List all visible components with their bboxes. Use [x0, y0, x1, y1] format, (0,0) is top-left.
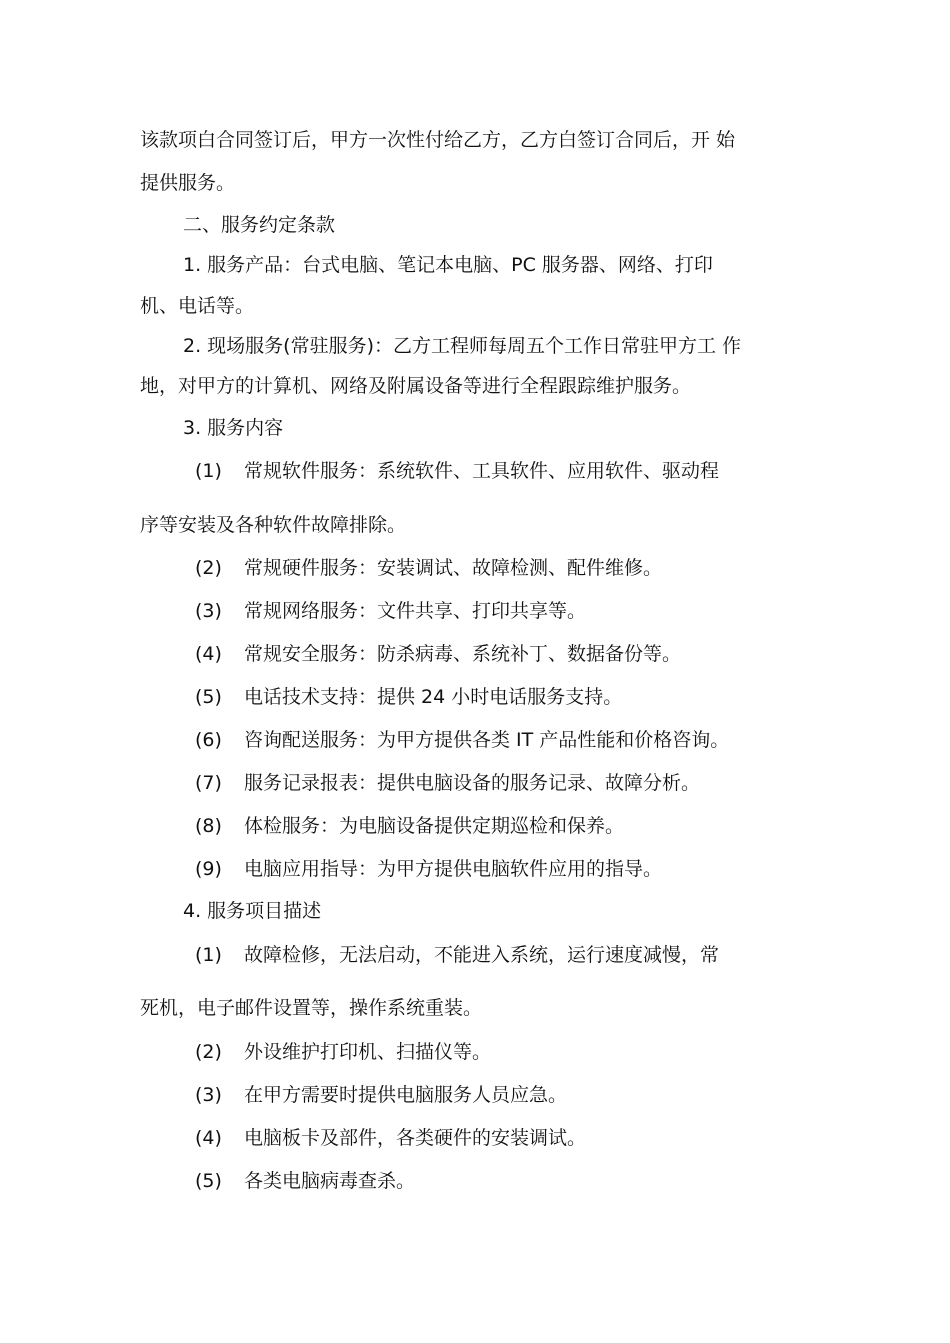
- description-item-number: (4): [195, 1127, 222, 1149]
- payment-paragraph-line-2: 提供服务。: [140, 172, 236, 194]
- service-item: [195, 814, 895, 838]
- service-item: [195, 599, 895, 623]
- description-item: [195, 943, 895, 967]
- description-item-text: 在甲方需要时提供电脑服务人员应急。: [244, 1084, 568, 1106]
- clause-1-line-2: 机、电话等。: [140, 295, 255, 317]
- service-item: [195, 642, 895, 666]
- service-item: [195, 857, 895, 881]
- service-item-number: (1): [195, 460, 222, 482]
- description-item-number: (2): [195, 1041, 222, 1063]
- clause-3-heading: 3. 服务内容: [183, 417, 284, 439]
- description-item-text: 外设维护打印机、扫描仪等。: [244, 1041, 492, 1063]
- description-item-number: (1): [195, 944, 222, 966]
- service-item-text: 电话技术支持：提供 24 小时电话服务支持。: [244, 686, 623, 708]
- description-item: [195, 1126, 895, 1150]
- service-item-text: 常规网络服务：文件共享、打印共享等。: [244, 600, 587, 622]
- description-item-text: 故障检修，无法启动，不能进入系统，运行速度减慢，常: [244, 944, 720, 966]
- description-item-continuation: 死机，电子邮件设置等，操作系统重装。: [140, 997, 483, 1019]
- service-item-text: 电脑应用指导：为甲方提供电脑软件应用的指导。: [244, 858, 663, 880]
- service-item-number: (3): [195, 600, 222, 622]
- service-item-number: (2): [195, 557, 222, 579]
- service-item: [195, 728, 895, 752]
- service-item-number: (9): [195, 858, 222, 880]
- description-item: [195, 1040, 895, 1064]
- description-item-number: (3): [195, 1084, 222, 1106]
- service-item-text: 常规软件服务：系统软件、工具软件、应用软件、驱动程: [244, 460, 720, 482]
- clause-2-line-2: 地，对甲方的计算机、网络及附属设备等进行全程跟踪维护服务。: [140, 375, 692, 397]
- description-item: [195, 1169, 895, 1193]
- service-item: [195, 685, 895, 709]
- service-item-text: 咨询配送服务：为甲方提供各类 IT 产品性能和价格咨询。: [244, 729, 730, 751]
- service-item-number: (4): [195, 643, 222, 665]
- service-item-continuation: 序等安装及各种软件故障排除。: [140, 514, 407, 536]
- clause-4-heading: 4. 服务项目描述: [183, 900, 322, 922]
- description-item-text: 各类电脑病毒查杀。: [244, 1170, 416, 1192]
- service-item-number: (7): [195, 772, 222, 794]
- service-item: [195, 771, 895, 795]
- clause-1-line-1: 1. 服务产品：台式电脑、笔记本电脑、PC 服务器、网络、打印: [183, 254, 713, 276]
- payment-paragraph-line-1: 该款项白合同签订后，甲方一次性付给乙方，乙方白签订合同后，开 始: [140, 129, 736, 151]
- service-item-number: (5): [195, 686, 222, 708]
- description-item: [195, 1083, 895, 1107]
- description-item-text: 电脑板卡及部件，各类硬件的安装调试。: [244, 1127, 587, 1149]
- service-item-text: 服务记录报表：提供电脑设备的服务记录、故障分析。: [244, 772, 701, 794]
- service-item-number: (8): [195, 815, 222, 837]
- service-item: [195, 556, 895, 580]
- service-item-text: 常规安全服务：防杀病毒、系统补丁、数据备份等。: [244, 643, 682, 665]
- service-item: [195, 459, 895, 483]
- description-item-number: (5): [195, 1170, 222, 1192]
- service-item-text: 体检服务：为电脑设备提供定期巡检和保养。: [244, 815, 625, 837]
- clause-2-line-1: 2. 现场服务(常驻服务)：乙方工程师每周五个工作日常驻甲方工 作: [183, 335, 742, 357]
- section-2-heading: 二、服务约定条款: [183, 214, 336, 236]
- service-item-text: 常规硬件服务：安装调试、故障检测、配件维修。: [244, 557, 663, 579]
- service-item-number: (6): [195, 729, 222, 751]
